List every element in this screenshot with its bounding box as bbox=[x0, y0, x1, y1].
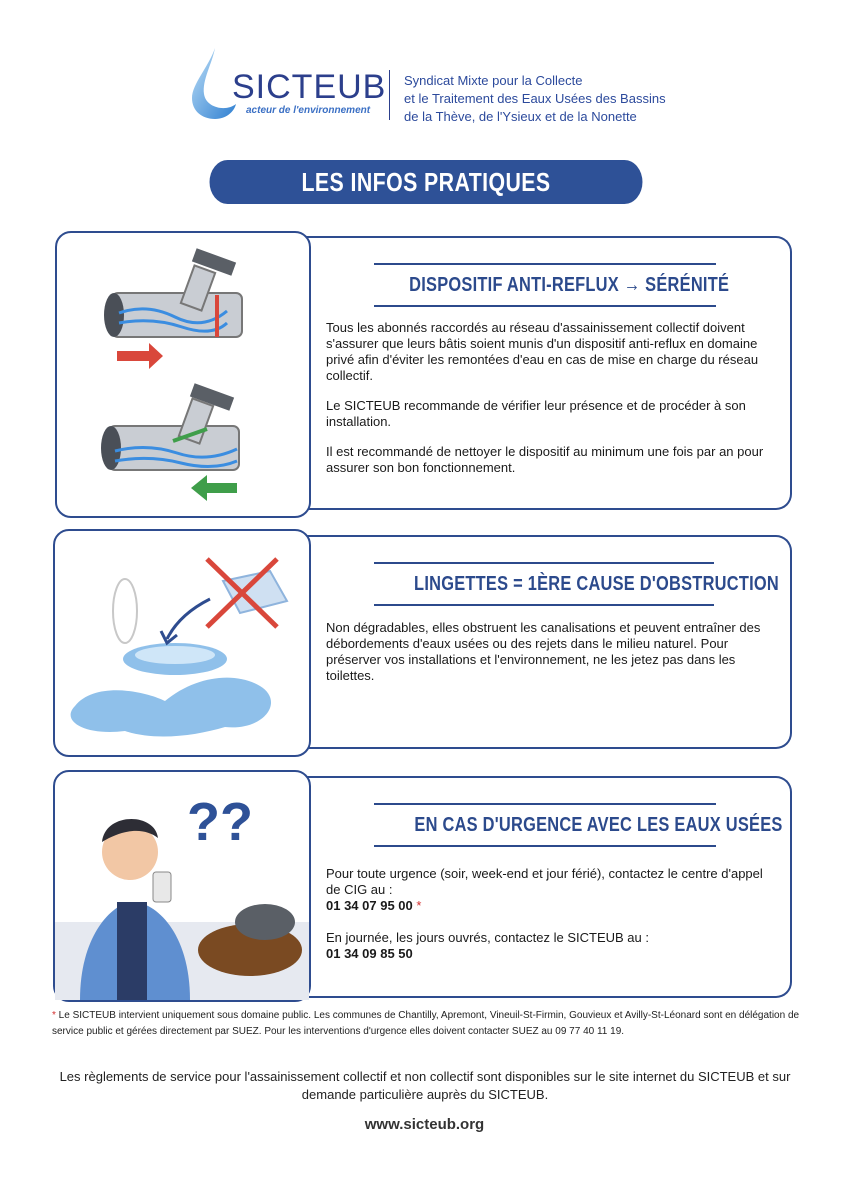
wipes-toilet-illustration-icon bbox=[55, 531, 309, 755]
description-line: et le Traitement des Eaux Usées des Bassins bbox=[404, 91, 666, 106]
emergency-phone[interactable]: 01 34 07 95 00 bbox=[326, 898, 413, 913]
paragraph: Tous les abonnés raccordés au réseau d'assainissement collectif doivent s'assurer que leurs bâtis soient munis d'un dispositif anti-reflux en domaine privé afin d'éviter les remontées d'eau en cas de mise en charge du réseau collectif. bbox=[326, 320, 759, 383]
section-body bbox=[326, 320, 776, 490]
illustration-panel-wipes bbox=[53, 529, 311, 757]
logo-wordmark: SICTEUB bbox=[232, 68, 387, 106]
footnote bbox=[52, 1008, 812, 1040]
section-heading: EN CAS D'URGENCE AVEC LES EAUX USÉES bbox=[374, 803, 716, 847]
paragraph: Non dégradables, elles obstruent les canalisations et peuvent entraîner des débordements d'eaux usées ou des rejets dans le milieu naturel. Pour préserver vos installations et l'environnement, ne les jetez pas dans les toilettes. bbox=[326, 620, 761, 683]
backflow-valve-illustration-icon bbox=[57, 233, 309, 516]
closing-note: Les règlements de service pour l'assainissement collectif et non collectif sont disponibles sur le site internet du SICTEUB et sur demande particulière auprès du SICTEUB. bbox=[59, 1069, 791, 1102]
illustration-panel-emergency bbox=[53, 770, 311, 1002]
illustration-panel-anti-reflux bbox=[55, 231, 311, 518]
red-arrow-right-icon bbox=[117, 343, 163, 369]
green-arrow-left-icon bbox=[191, 475, 237, 501]
page-title-banner: LES INFOS PRATIQUES bbox=[210, 160, 643, 204]
section-heading: LINGETTES = 1ÈRE CAUSE D'OBSTRUCTION bbox=[374, 562, 714, 606]
section-body bbox=[326, 866, 776, 962]
footnote-marker: * bbox=[416, 898, 422, 913]
worried-man-overflow-illustration-icon bbox=[55, 772, 309, 1000]
section-heading: DISPOSITIF ANTI-REFLUX → SÉRÉNITÉ bbox=[374, 263, 716, 307]
footnote-text: Le SICTEUB intervient uniquement sous domaine public. Les communes de Chantilly, Apremont, Vineuil-St-Firmin, Gouvieux et Avilly-St-Léonard sont en délégation de service public et gérées directement par SUEZ. Pour les interventions d'urgence elles doivent contacter SUEZ au 09 77 40 11 19. bbox=[52, 1010, 800, 1037]
logo-divider bbox=[389, 70, 390, 120]
footnote-marker: * bbox=[52, 1010, 56, 1021]
website-link[interactable]: www.sicteub.org bbox=[364, 1116, 485, 1133]
daytime-phone[interactable]: 01 34 09 85 50 bbox=[326, 946, 413, 961]
paragraph: Le SICTEUB recommande de vérifier leur présence et de procéder à son installation. bbox=[326, 398, 746, 429]
paragraph: Il est recommandé de nettoyer le dispositif au minimum une fois par an pour assurer son bon fonctionnement. bbox=[326, 444, 764, 475]
logo-tagline: acteur de l'environnement bbox=[246, 105, 371, 116]
description-line: Syndicat Mixte pour la Collecte bbox=[404, 73, 583, 88]
section-body bbox=[326, 620, 776, 698]
description-line: de la Thève, de l'Ysieux et de la Nonette bbox=[404, 109, 637, 124]
emergency-text: Pour toute urgence (soir, week-end et jour férié), contactez le centre d'appel de CIG au : bbox=[326, 866, 763, 897]
organization-description bbox=[404, 72, 666, 126]
svg-text:??: ?? bbox=[187, 792, 253, 852]
daytime-text: En journée, les jours ouvrés, contactez le SICTEUB au : bbox=[326, 930, 649, 945]
